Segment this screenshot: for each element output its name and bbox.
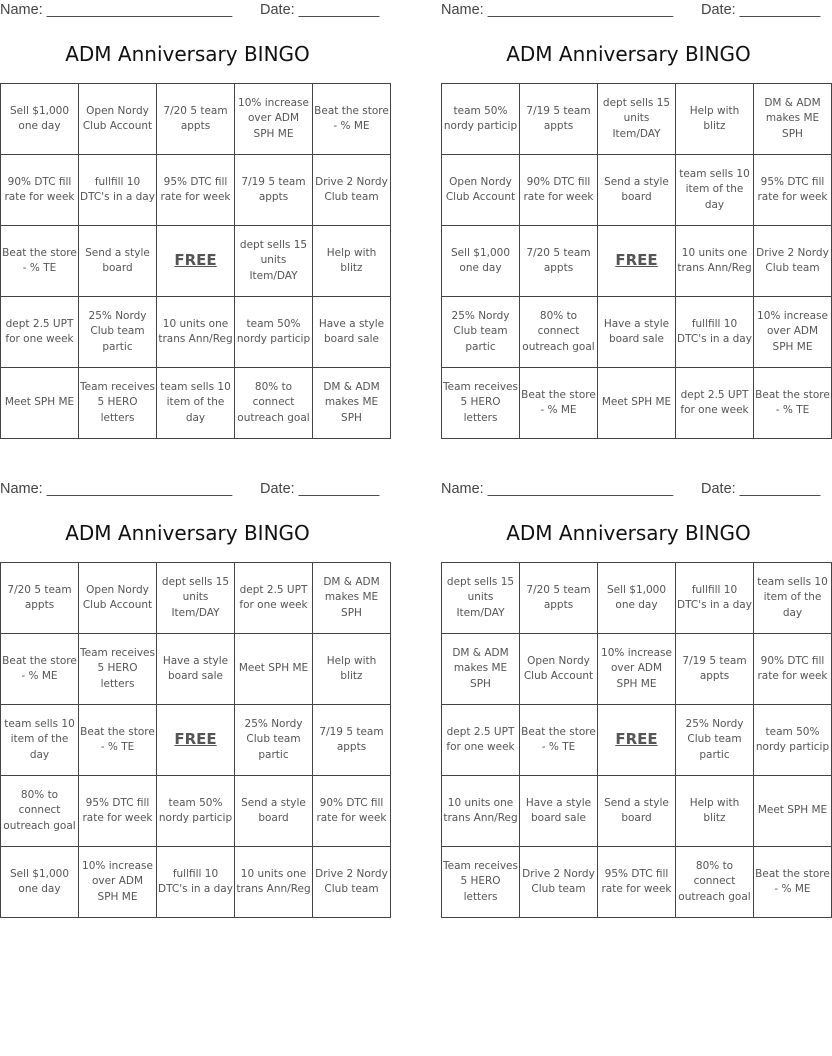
bingo-cell: Beat the store - % TE [79,705,157,776]
bingo-cell: Have a style board sale [520,776,598,847]
bingo-cell: 80% to connect outreach goal [520,297,598,368]
bingo-cell: Drive 2 Nordy Club team [754,226,832,297]
bingo-row [442,226,832,297]
bingo-cell: Send a style board [235,776,313,847]
bingo-cell: 7/19 5 team appts [676,634,754,705]
bingo-row [442,634,832,705]
name-field-label: Name: _______________________ [441,2,674,18]
card-title: ADM Anniversary BINGO [65,42,310,66]
bingo-row [1,368,391,439]
bingo-cell: team 50% nordy particip [754,705,832,776]
bingo-cell: 10 units one trans Ann/Reg [157,297,235,368]
bingo-cell: Open Nordy Club Account [442,155,520,226]
bingo-cell: Send a style board [598,155,676,226]
free-space: FREE [157,226,235,297]
bingo-cell: fullfill 10 DTC's in a day [676,297,754,368]
bingo-cell: 90% DTC fill rate for week [754,634,832,705]
bingo-cell: Sell $1,000 one day [1,84,79,155]
bingo-cell: team 50% nordy particip [442,84,520,155]
bingo-cell: 25% Nordy Club team partic [79,297,157,368]
bingo-cell: Meet SPH ME [754,776,832,847]
bingo-row [1,297,391,368]
bingo-cell: DM & ADM makes ME SPH [754,84,832,155]
bingo-row [1,226,391,297]
bingo-cell: 10 units one trans Ann/Reg [676,226,754,297]
bingo-cell: 7/19 5 team appts [235,155,313,226]
card-header [441,2,821,22]
bingo-cell: 95% DTC fill rate for week [79,776,157,847]
bingo-cell: Sell $1,000 one day [442,226,520,297]
bingo-cell: 7/19 5 team appts [313,705,391,776]
bingo-grid [0,562,391,918]
bingo-cell: Beat the store - % TE [754,368,832,439]
bingo-row [1,563,391,634]
bingo-cell: 80% to connect outreach goal [235,368,313,439]
bingo-cell: Drive 2 Nordy Club team [313,155,391,226]
bingo-cell: 10 units one trans Ann/Reg [235,847,313,918]
bingo-cell: 80% to connect outreach goal [1,776,79,847]
bingo-row [442,705,832,776]
bingo-cell: Sell $1,000 one day [1,847,79,918]
bingo-cell: Drive 2 Nordy Club team [520,847,598,918]
bingo-cell: DM & ADM makes ME SPH [313,368,391,439]
bingo-cell: 90% DTC fill rate for week [313,776,391,847]
bingo-cell: Team receives 5 HERO letters [442,847,520,918]
date-field-label: Date: __________ [260,2,380,18]
bingo-cell: 25% Nordy Club team partic [676,705,754,776]
date-field-label: Date: __________ [260,481,380,497]
bingo-cell: 7/19 5 team appts [520,84,598,155]
bingo-cell: fullfill 10 DTC's in a day [157,847,235,918]
bingo-row [442,368,832,439]
card-title: ADM Anniversary BINGO [65,521,310,545]
bingo-cell: Team receives 5 HERO letters [79,634,157,705]
bingo-row [442,847,832,918]
bingo-grid [0,83,391,439]
bingo-cell: 10% increase over ADM SPH ME [79,847,157,918]
bingo-card [0,0,389,440]
bingo-cell: Open Nordy Club Account [520,634,598,705]
bingo-cell: dept 2.5 UPT for one week [442,705,520,776]
bingo-cell: Have a style board sale [157,634,235,705]
bingo-cell: Team receives 5 HERO letters [79,368,157,439]
bingo-cell: Beat the store - % ME [1,634,79,705]
bingo-cell: Help with blitz [676,776,754,847]
name-field-label: Name: _______________________ [0,481,233,497]
bingo-cell: team sells 10 item of the day [1,705,79,776]
bingo-cell: fullfill 10 DTC's in a day [79,155,157,226]
bingo-card [441,0,830,440]
bingo-cell: 10% increase over ADM SPH ME [235,84,313,155]
bingo-cell: Have a style board sale [313,297,391,368]
bingo-cell: dept 2.5 UPT for one week [235,563,313,634]
free-space: FREE [598,226,676,297]
bingo-cell: 25% Nordy Club team partic [235,705,313,776]
bingo-cell: dept sells 15 units Item/DAY [235,226,313,297]
bingo-cell: Beat the store - % ME [520,368,598,439]
bingo-cell: Sell $1,000 one day [598,563,676,634]
bingo-row [1,776,391,847]
name-field-label: Name: _______________________ [441,481,674,497]
bingo-cell: 95% DTC fill rate for week [157,155,235,226]
bingo-cell: dept 2.5 UPT for one week [676,368,754,439]
bingo-cell: team 50% nordy particip [235,297,313,368]
bingo-cell: dept sells 15 units Item/DAY [157,563,235,634]
free-space: FREE [598,705,676,776]
bingo-row [442,297,832,368]
bingo-cell: 90% DTC fill rate for week [520,155,598,226]
bingo-row [442,155,832,226]
bingo-row [442,563,832,634]
date-field-label: Date: __________ [701,481,821,497]
bingo-cell: DM & ADM makes ME SPH [313,563,391,634]
bingo-cell: 80% to connect outreach goal [676,847,754,918]
bingo-row [1,84,391,155]
bingo-cell: Help with blitz [676,84,754,155]
name-field-label: Name: _______________________ [0,2,233,18]
bingo-cell: Meet SPH ME [235,634,313,705]
bingo-cell: Send a style board [79,226,157,297]
bingo-cell: dept sells 15 units Item/DAY [598,84,676,155]
bingo-card [0,479,388,919]
bingo-row [1,634,391,705]
bingo-cell: fullfill 10 DTC's in a day [676,563,754,634]
bingo-cell: 95% DTC fill rate for week [754,155,832,226]
bingo-row [1,155,391,226]
bingo-cell: dept sells 15 units Item/DAY [442,563,520,634]
bingo-row [442,84,832,155]
bingo-row [1,705,391,776]
bingo-cell: 7/20 5 team appts [520,226,598,297]
bingo-cell: 25% Nordy Club team partic [442,297,520,368]
bingo-cell: Help with blitz [313,226,391,297]
free-space: FREE [157,705,235,776]
bingo-cell: team sells 10 item of the day [157,368,235,439]
bingo-cell: Team receives 5 HERO letters [442,368,520,439]
bingo-cell: team 50% nordy particip [157,776,235,847]
bingo-card [441,479,830,919]
bingo-grid [441,83,832,439]
bingo-cell: 10 units one trans Ann/Reg [442,776,520,847]
card-header [0,481,380,501]
bingo-cell: 7/20 5 team appts [520,563,598,634]
date-field-label: Date: __________ [701,2,821,18]
bingo-cell: Drive 2 Nordy Club team [313,847,391,918]
bingo-cell: dept 2.5 UPT for one week [1,297,79,368]
bingo-cell: team sells 10 item of the day [676,155,754,226]
bingo-cell: 10% increase over ADM SPH ME [598,634,676,705]
bingo-cell: Meet SPH ME [1,368,79,439]
bingo-cell: DM & ADM makes ME SPH [442,634,520,705]
bingo-cell: Meet SPH ME [598,368,676,439]
bingo-cell: 10% increase over ADM SPH ME [754,297,832,368]
card-header [0,2,380,22]
bingo-row [442,776,832,847]
bingo-row [1,847,391,918]
bingo-cell: Beat the store - % ME [313,84,391,155]
bingo-cell: Open Nordy Club Account [79,563,157,634]
bingo-cell: Help with blitz [313,634,391,705]
card-title: ADM Anniversary BINGO [506,521,751,545]
bingo-cell: team sells 10 item of the day [754,563,832,634]
bingo-cell: 90% DTC fill rate for week [1,155,79,226]
bingo-cell: Beat the store - % TE [1,226,79,297]
bingo-cell: Send a style board [598,776,676,847]
bingo-cell: Open Nordy Club Account [79,84,157,155]
bingo-cell: Have a style board sale [598,297,676,368]
bingo-cell: 7/20 5 team appts [157,84,235,155]
card-title: ADM Anniversary BINGO [506,42,751,66]
bingo-cell: Beat the store - % TE [520,705,598,776]
bingo-cell: 95% DTC fill rate for week [598,847,676,918]
card-header [441,481,821,501]
bingo-grid [441,562,832,918]
bingo-cell: Beat the store - % ME [754,847,832,918]
bingo-cell: 7/20 5 team appts [1,563,79,634]
